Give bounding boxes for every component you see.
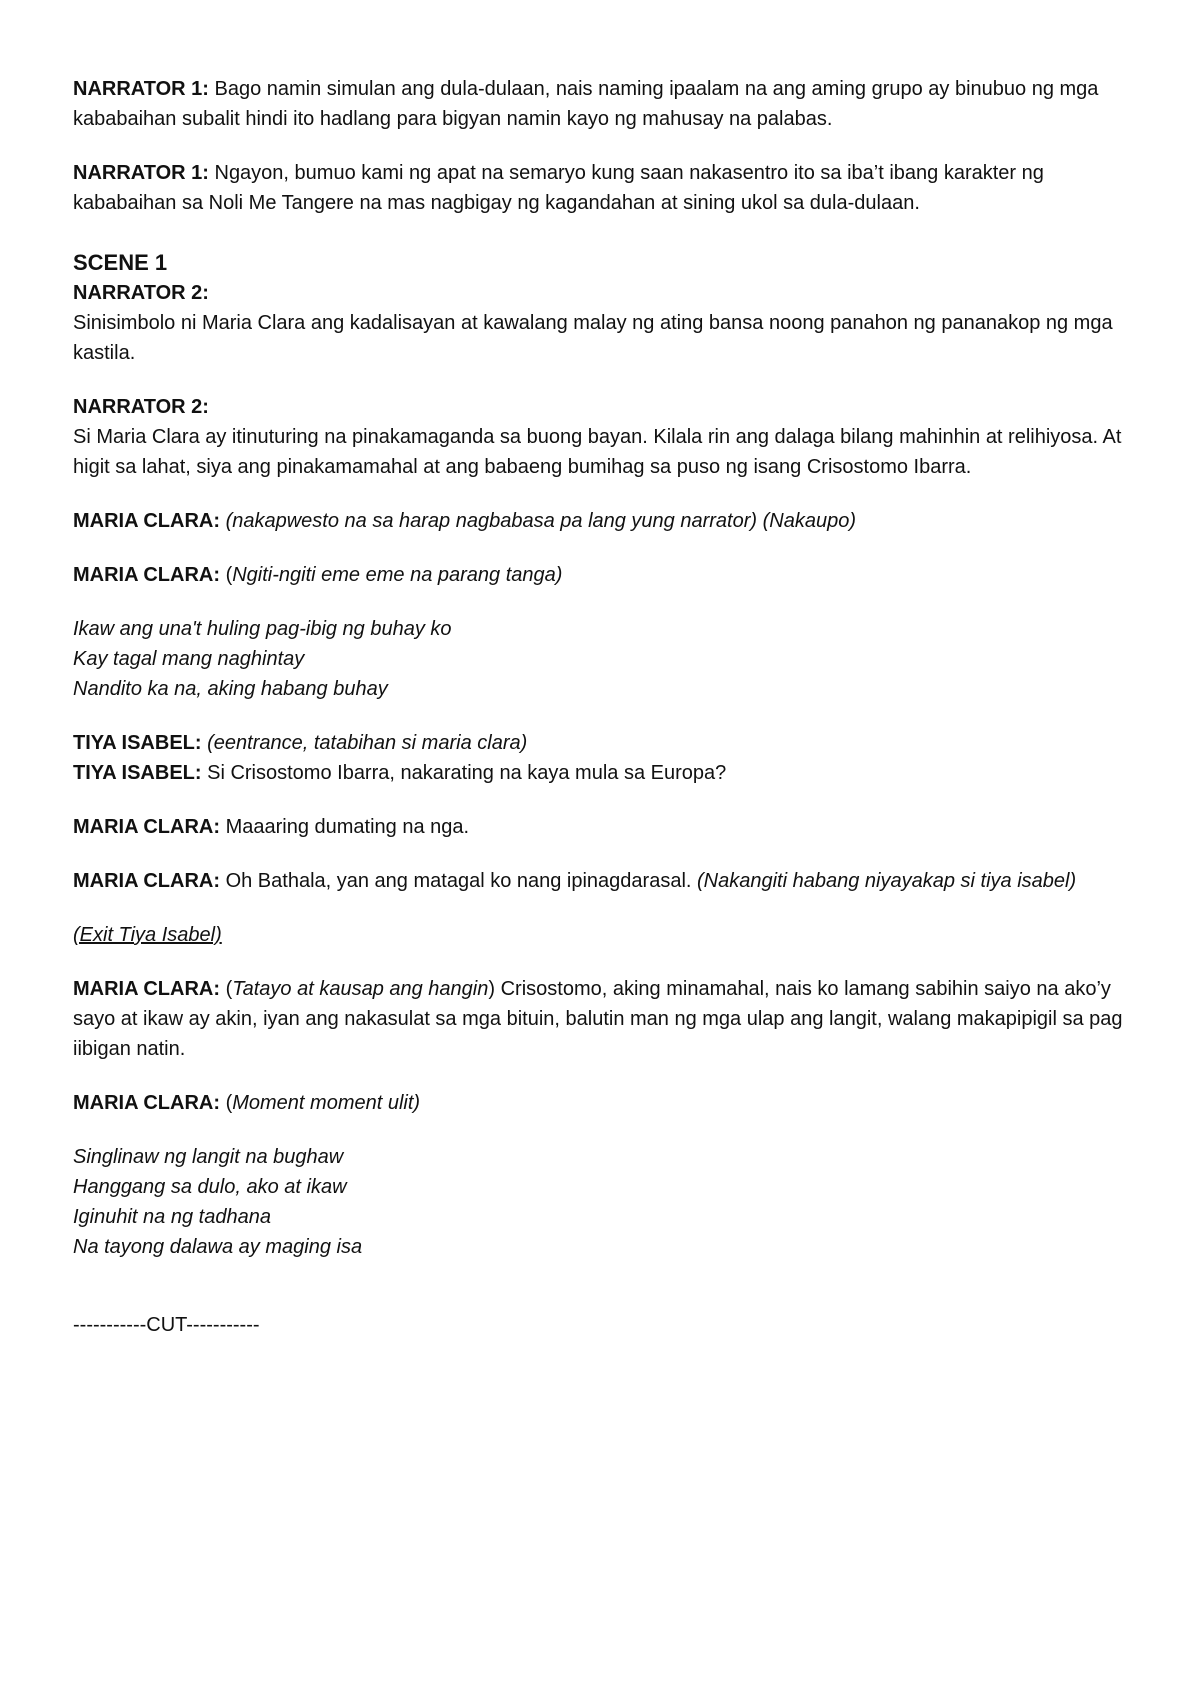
maria-clara-line-3 — [73, 812, 1133, 842]
dialogue-text: Si Maria Clara ay itinuturing na pinakamaganda sa buong bayan. Kilala rin ang dalaga bilang mahinhin at relihiyosa. At higit sa lahat, siya ang pinakamamahal at ang babaeng bumihag sa puso ng isang Crisostomo Ibarra. — [73, 426, 1122, 478]
speaker-label: MARIA CLARA: — [73, 564, 221, 586]
maria-clara-line-6 — [73, 1088, 1133, 1118]
narrator2-line-2 — [73, 392, 1133, 482]
dialogue-text: Si Crisostomo Ibarra, nakarating na kaya mula sa Europa? — [201, 762, 727, 784]
script-page — [73, 74, 1133, 1340]
speaker-label: MARIA CLARA: — [73, 1092, 221, 1114]
stage-direction: (nakapwesto na sa harap nagbabasa pa lang yung narrator) (Nakaupo) — [220, 510, 856, 532]
stage-direction: Ngiti-ngiti eme eme na parang tanga) — [232, 564, 563, 586]
speaker-label: NARRATOR 2: — [73, 282, 209, 304]
exit-direction: (Exit Tiya Isabel) — [73, 924, 222, 946]
dialogue-text: Bago namin simulan ang dula-dulaan, nais naming ipaalam na ang aming grupo ay binubuo ng mga kababaihan subalit hindi ito hadlang para bigyan namin kayo ng mahusay na palabas. — [73, 78, 1099, 130]
paren-open: ( — [220, 564, 233, 586]
stage-direction: (eentrance, tatabihan si maria clara) — [201, 732, 528, 754]
stage-direction: Moment moment ulit) — [232, 1092, 421, 1114]
lyric-line: Kay tagal mang naghintay — [73, 648, 305, 670]
speaker-label: MARIA CLARA: — [73, 978, 221, 1000]
narrator1-line-2 — [73, 158, 1133, 218]
dialogue-text: Crisostomo, aking minamahal, nais ko lamang sabihin saiyo na ako’y sayo at ikaw ay akin, iyan ang nakasulat sa mga bituin, balutin man ng mga ulap ang langit, walang makapipigil sa pag iibigan natin. — [73, 978, 1123, 1060]
maria-clara-line-1 — [73, 506, 1133, 536]
dialogue-text: Sinisimbolo ni Maria Clara ang kadalisayan at kawalang malay ng ating bansa noong panahon ng pananakop ng mga kastila. — [73, 312, 1113, 364]
maria-clara-line-5 — [73, 974, 1133, 1064]
narrator2-line-1 — [73, 278, 1133, 368]
maria-clara-line-4 — [73, 866, 1133, 896]
tiya-isabel-line-2 — [73, 758, 1133, 788]
narrator1-line-1 — [73, 74, 1133, 134]
cut-marker: -----------CUT----------- — [73, 1314, 260, 1336]
speaker-label: TIYA ISABEL: — [73, 732, 202, 754]
paren-close: ) — [488, 978, 496, 1000]
song-lyrics-1 — [73, 614, 1133, 704]
lyric-line: Ikaw ang una't huling pag-ibig ng buhay ko — [73, 618, 452, 640]
lyric-line: Hanggang sa dulo, ako at ikaw — [73, 1176, 347, 1198]
speaker-label: NARRATOR 1: — [73, 78, 209, 100]
speaker-label: NARRATOR 2: — [73, 396, 209, 418]
paren-open: ( — [220, 1092, 233, 1114]
lyric-line: Singlinaw ng langit na bughaw — [73, 1146, 344, 1168]
stage-direction: (Nakangiti habang niyayakap si tiya isabel) — [697, 870, 1077, 892]
lyric-line: Na tayong dalawa ay maging isa — [73, 1236, 363, 1258]
speaker-label: MARIA CLARA: — [73, 816, 221, 838]
lyric-line: Iginuhit na ng tadhana — [73, 1206, 271, 1228]
dialogue-text: Maaaring dumating na nga. — [220, 816, 470, 838]
dialogue-text: Ngayon, bumuo kami ng apat na semaryo kung saan nakasentro ito sa iba’t ibang karakter ng kababaihan sa Noli Me Tangere na mas nagbigay ng kagandahan at sining ukol sa dula-dulaan. — [73, 162, 1044, 214]
dialogue-text: Oh Bathala, yan ang matagal ko nang ipinagdarasal. — [220, 870, 698, 892]
song-lyrics-2 — [73, 1142, 1133, 1262]
maria-clara-line-2 — [73, 560, 1133, 590]
speaker-label: NARRATOR 1: — [73, 162, 209, 184]
speaker-label: TIYA ISABEL: — [73, 762, 202, 784]
scene-title: SCENE 1 — [73, 250, 168, 275]
tiya-isabel-line-1 — [73, 728, 1133, 758]
speaker-label: MARIA CLARA: — [73, 510, 221, 532]
lyric-line: Nandito ka na, aking habang buhay — [73, 678, 388, 700]
paren-open: ( — [220, 978, 233, 1000]
stage-direction: Tatayo at kausap ang hangin — [232, 978, 489, 1000]
speaker-label: MARIA CLARA: — [73, 870, 221, 892]
